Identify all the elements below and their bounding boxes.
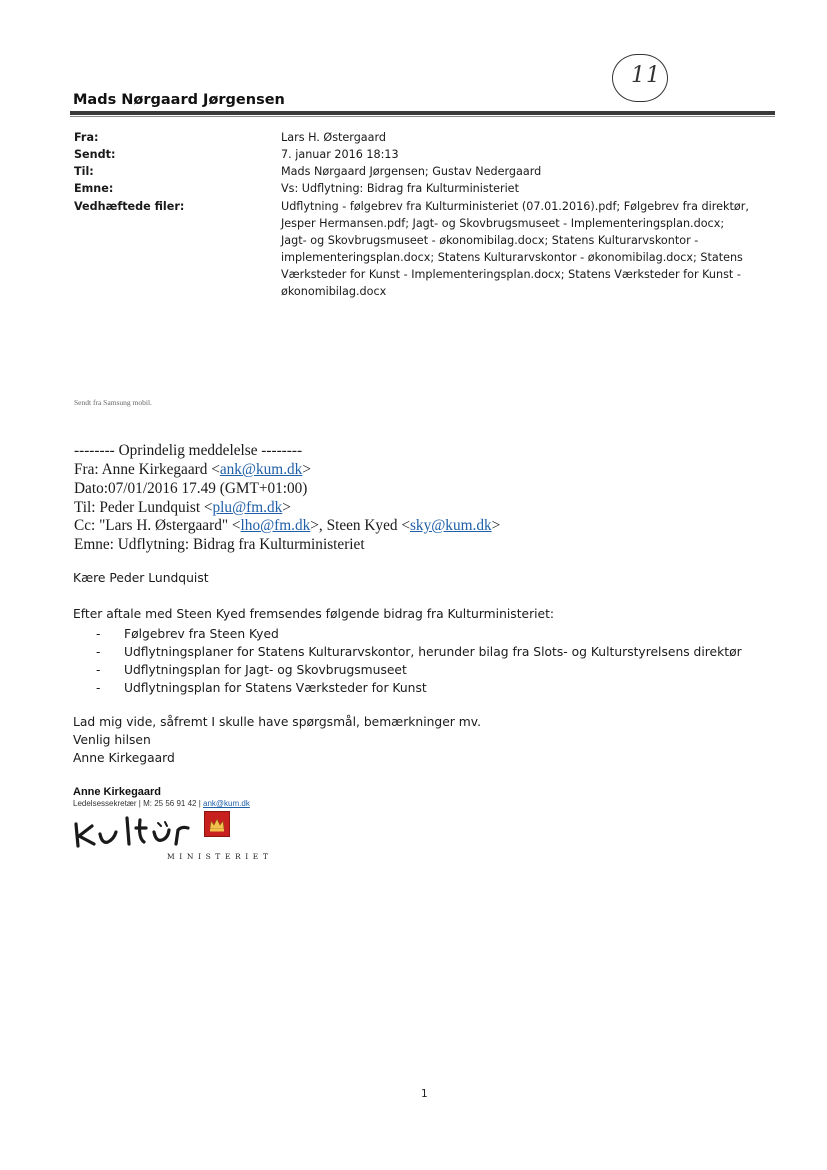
header-rule-thin — [70, 116, 775, 117]
email-link-sky[interactable]: sky@kum.dk — [409, 517, 492, 534]
list-item: - Følgebrev fra Steen Kyed — [96, 627, 279, 641]
greeting: Kære Peder Lundquist — [73, 571, 209, 585]
closing-regards: Venlig hilsen — [73, 733, 151, 747]
attachment-line: Jagt- og Skovbrugsmuseet - økonomibilag.docx; Statens Kulturarvskontor - — [281, 234, 699, 247]
page-number: 1 — [421, 1088, 428, 1100]
signature-title-line: Ledelsessekretær | M: 25 56 91 42 | ank@kum.dk — [73, 799, 250, 808]
list-item: - Udflytningsplan for Jagt- og Skovbrugsmuseet — [96, 663, 407, 677]
sent-value: 7. januar 2016 18:13 — [281, 148, 399, 161]
from-value: Lars H. Østergaard — [281, 131, 387, 144]
from-label: Fra: — [74, 131, 99, 144]
bullet-list — [96, 625, 742, 697]
attachment-line: Jesper Hermansen.pdf; Jagt- og Skovbrugsmuseet - Implementeringsplan.docx; — [281, 217, 725, 230]
closing-request: Lad mig vide, såfremt I skulle have spørgsmål, bemærkninger mv. — [73, 715, 481, 729]
closing-name: Anne Kirkegaard — [73, 751, 175, 765]
email-link-plu[interactable]: plu@fm.dk — [212, 499, 283, 516]
list-item: - Udflytningsplaner for Statens Kulturarvskontor, herunder bilag fra Slots- og Kulturstyrelsens direktør — [96, 645, 742, 659]
document-owner-name: Mads Nørgaard Jørgensen — [73, 92, 285, 108]
original-cc: Cc: "Lars H. Østergaard" <lho@fm.dk>, Steen Kyed <sky@kum.dk> — [74, 517, 501, 534]
original-to: Til: Peder Lundquist <plu@fm.dk> — [74, 499, 291, 516]
logo-wordmark: MINISTERIET — [167, 852, 273, 861]
sent-from-mobile: Sendt fra Samsung mobil. — [74, 398, 152, 407]
signature-name: Anne Kirkegaard — [73, 786, 162, 798]
list-item: - Udflytningsplan for Statens Værksteder for Kunst — [96, 681, 427, 695]
attachment-line: økonomibilag.docx — [281, 285, 387, 298]
crown-icon — [205, 812, 229, 836]
stamp-number: 11 — [631, 63, 661, 88]
to-label: Til: — [74, 165, 94, 178]
header-rule — [70, 111, 775, 115]
attachment-line: implementeringsplan.docx; Statens Kulturarvskontor - økonomibilag.docx; Statens — [281, 251, 743, 264]
handwritten-page-stamp — [612, 54, 668, 102]
attachment-line: Udflytning - følgebrev fra Kulturministeriet (07.01.2016).pdf; Følgebrev fra direktør, — [281, 200, 749, 213]
original-separator: -------- Oprindelig meddelelse -------- — [74, 442, 303, 459]
subject-value: Vs: Udflytning: Bidrag fra Kulturministeriet — [281, 182, 519, 195]
email-link-lho[interactable]: lho@fm.dk — [240, 517, 311, 534]
subject-label: Emne: — [74, 182, 114, 195]
email-link-signature[interactable]: ank@kum.dk — [203, 799, 250, 808]
attachments-label: Vedhæftede filer: — [74, 200, 185, 213]
sent-label: Sendt: — [74, 148, 116, 161]
original-subject: Emne: Udflytning: Bidrag fra Kulturministeriet — [74, 536, 365, 553]
attachments-list — [281, 198, 776, 300]
to-value: Mads Nørgaard Jørgensen; Gustav Nedergaard — [281, 165, 542, 178]
attachment-line: Værksteder for Kunst - Implementeringsplan.docx; Statens Værksteder for Kunst - — [281, 268, 741, 281]
original-date: Dato:07/01/2016 17.49 (GMT+01:00) — [74, 480, 308, 497]
crest-icon — [204, 811, 230, 837]
intro-text: Efter aftale med Steen Kyed fremsendes følgende bidrag fra Kulturministeriet: — [73, 607, 555, 621]
email-link-ank[interactable]: ank@kum.dk — [219, 461, 303, 478]
original-from: Fra: Anne Kirkegaard <ank@kum.dk> — [74, 461, 311, 478]
